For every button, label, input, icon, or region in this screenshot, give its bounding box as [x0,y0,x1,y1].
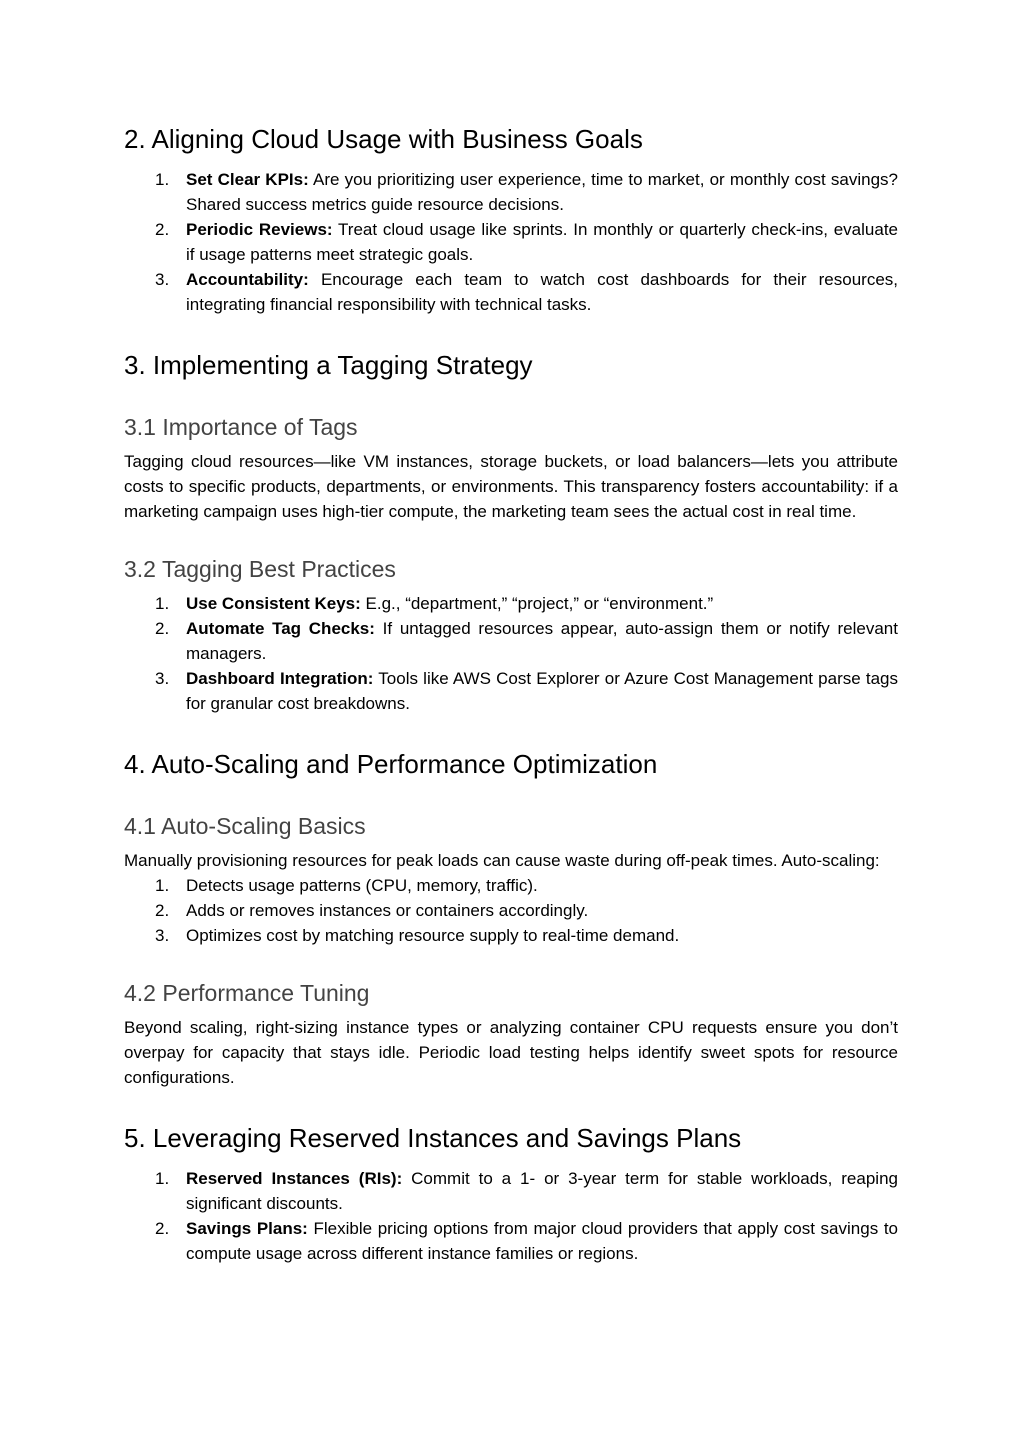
list-item-text: Tools like AWS Cost Explorer or Azure Cost Management parse tags for granular cost breakdowns. [186,669,898,713]
list-number: 1. [155,876,170,895]
section-heading: 5. Leveraging Reserved Instances and Savings Plans [124,1123,742,1153]
list-item-text: Detects usage patterns (CPU, memory, traffic). [186,876,538,895]
list-number: 1. [155,1169,170,1188]
list-item-term: Set Clear KPIs: [186,170,309,189]
list-item [124,898,898,923]
section-heading: 3. Implementing a Tagging Strategy [124,350,533,380]
list-number: 2. [155,901,170,920]
list-item-term: Reserved Instances (RIs): [186,1169,403,1188]
list-item-text: Optimizes cost by matching resource supply to real-time demand. [186,926,680,945]
list-item-text: Are you prioritizing user experience, time to market, or monthly cost savings? Shared success metrics guide resource decisions. [186,170,898,214]
list-item [124,217,898,267]
list-item-term: Accountability: [186,270,309,289]
list-item [124,1216,898,1266]
list-item [124,923,898,948]
list-item-text: Adds or removes instances or containers accordingly. [186,901,589,920]
list-number: 1. [155,594,170,613]
list-item [124,616,898,666]
list-item [124,1166,898,1216]
list-number: 3. [155,926,170,945]
list-item-term: Dashboard Integration: [186,669,374,688]
list-number: 2. [155,619,170,638]
numbered-list [124,1166,898,1266]
list-item [124,167,898,217]
list-item-term: Use Consistent Keys: [186,594,361,613]
list-number: 3. [155,669,170,688]
list-item-term: Savings Plans: [186,1219,308,1238]
list-item-text: Encourage each team to watch cost dashboards for their resources, integrating financial responsibility with technical tasks. [186,270,898,314]
numbered-list [124,873,898,948]
list-item-text: E.g., “department,” “project,” or “environment.” [360,594,714,613]
paragraph: Beyond scaling, right-sizing instance types or analyzing container CPU requests ensure you don’t overpay for capacity that stays idle. Periodic load testing helps identify sweet spots for resource configurations. [124,1018,898,1087]
list-number: 2. [155,220,170,239]
list-item-text: Treat cloud usage like sprints. In monthly or quarterly check-ins, evaluate if usage patterns meet strategic goals. [186,220,898,264]
numbered-list [124,591,898,716]
list-item-term: Periodic Reviews: [186,220,333,239]
list-item [124,873,898,898]
list-item [124,666,898,716]
paragraph: Tagging cloud resources—like VM instances, storage buckets, or load balancers—lets you attribute costs to specific products, departments, or environments. This transparency fosters accountability: if a marketing campaign uses high-tier compute, the marketing team sees the actual cost in real time. [124,452,898,521]
subsection-heading: 4.1 Auto-Scaling Basics [124,813,366,839]
list-number: 1. [155,170,170,189]
list-item-text: Commit to a 1- or 3-year term for stable workloads, reaping significant discounts. [186,1169,898,1213]
subsection-heading: 3.1 Importance of Tags [124,414,358,440]
list-item [124,267,898,317]
numbered-list [124,167,898,317]
list-number: 3. [155,270,170,289]
list-number: 2. [155,1219,170,1238]
section-heading: 2. Aligning Cloud Usage with Business Goals [124,124,643,154]
subsection-heading: 3.2 Tagging Best Practices [124,556,396,582]
list-item [124,591,898,616]
list-item-term: Automate Tag Checks: [186,619,375,638]
paragraph: Manually provisioning resources for peak loads can cause waste during off-peak times. Auto-scaling: [124,851,880,870]
list-item-text: If untagged resources appear, auto-assign them or notify relevant managers. [186,619,898,663]
subsection-heading: 4.2 Performance Tuning [124,980,370,1006]
section-heading: 4. Auto-Scaling and Performance Optimization [124,749,658,779]
list-item-text: Flexible pricing options from major cloud providers that apply cost savings to compute usage across different instance families or regions. [186,1219,899,1263]
